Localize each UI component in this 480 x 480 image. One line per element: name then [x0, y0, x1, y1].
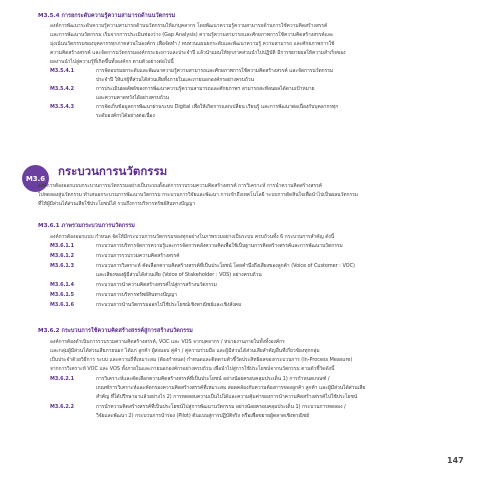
m354-intro-line-1: องค์การพัฒนาระดับความรู้ความสามารถด้านนวัตกรรมให้แก่บุคลากร โดยพัฒนาความรู้ความสามารถด้านการใช้ความคิดสร้างสรรค์	[50, 23, 328, 29]
item-number: M3.5.4.3	[50, 104, 75, 110]
m354-intro-line-2: และการพัฒนานวัตกรรม เริ่มจากการประเมินช่องว่าง (Gap Analysis) ความรู้ความสามารถและศักยภาพการใช้ความคิดสร้างสรรค์และ	[50, 32, 334, 38]
item-text: กระบวนการนำนวัตกรรมออกไปใช้ประโยชน์เชิงพาณิชย์และเชิงสังคม	[96, 302, 242, 308]
m354-intro-line-3: มุ่งเน้นนวัตกรรมของบุคลากรทุกภาคส่วนในองค์กร เพื่อจัดทำ / ทบทวนแผนยกระดับและพัฒนาความรู้ ความสามารถ และศักยภาพการใช้	[50, 41, 335, 47]
m354-intro-line-4: ความคิดสร้างสรรค์ และจัดการนวัตกรรมองค์กรระยะยาวและประจำปี แล้วนำแผนให้ทุกภาคส่วนนำไปปฏิบัติ มีการขยายผลให้ความสำเร็จของ	[50, 50, 346, 56]
item-text: การจัดอบรมยกระดับและพัฒนาความรู้ความสามารถและศักยภาพการใช้ความคิดสร้างสรรค์ และจัดการนวัตกรรม	[96, 68, 334, 74]
item-number: M3.5.4.2	[50, 86, 75, 92]
m362-intro-line-2: และกลุ่มผู้มีส่วนได้ส่วนเสียภายนอก ได้แก่ ลูกค้า ผู้ส่งมอบ คู่ค้า / คู่ความร่วมมือ และผู้มีส่วนได้ส่วนเสียสำคัญอื่นที่เกี่ยวข้องทุกกลุ่ม	[50, 348, 320, 354]
section-heading-m362: M3.6.2 กระบวนการใช้ความคิดสร้างสรรค์สู่การสร้างนวัตกรรม	[38, 328, 193, 334]
item-text: กระบวนการรวบรวมความคิดสร้างสรรค์	[96, 253, 180, 259]
item-number: M3.6.2.1	[50, 376, 75, 382]
item-text: สำคัญ ที่ได้ปรึกษามาแล้วอย่างไร 2) การทดสอบความเป็นไปได้และความคุ้มค่าของการนำความคิดสร้างสรรค์ไปใช้ประโยชน์	[96, 394, 358, 400]
item-number: M3.5.4.1	[50, 68, 75, 74]
m36-intro-line-3: ที่ให้ผู้มีส่วนได้ส่วนเสียใช้ประโยชน์ได้ รวมถึงการบริหารทรัพย์สินทางปัญญา	[38, 201, 196, 207]
item-number: M3.6.1.3	[50, 263, 75, 269]
item-text: เกณฑ์การวิเคราะห์และคัดกรองความคิดสร้างสรรค์ที่เหมาะสม สอดคล้องกับความต้องการของลูกค้า ลูกค้า และผู้มีส่วนได้ส่วนเสีย	[96, 385, 366, 391]
item-number: M3.6.1.6	[50, 302, 75, 308]
m361-intro: องค์การต้องออกแบบ กำหนด จัดให้มีกระบวนการนวัตกรรมของทุกอย่างในภาพรวมอย่างเป็นระบบ ครบถ้วนทั้ง 6 กระบวนการสำคัญ ดังนี้	[50, 234, 335, 240]
m362-intro-line-3: เป็นประจำด้วยวิธีการ ระบบ และความถี่ที่เหมาะสม (ต้องกำหนด) กำหนดและติดตามตัวชี้วัดประสิทธิผลของกระบวนการ (In-Process Measure)	[50, 357, 353, 363]
item-text: และความคาดหวังได้อย่างครบถ้วน	[96, 95, 169, 101]
section-title: กระบวนการนวัตกรรม	[58, 164, 168, 178]
m36-intro-line-1: องค์การต้องออกแบบกระบวนการนวัตกรรมอย่างเป็นระบบตั้งแต่การรวบรวมความคิดสร้างสรรค์ การวิเคราะห์ การนำความคิดสร้างสรรค์	[38, 183, 323, 189]
m354-intro-line-5: ผลงานนำไปสู่ความรู้ที่เกิดขึ้นทั้งองค์กร ตามตัวอย่างต่อไปนี้	[50, 59, 174, 65]
section-badge: M3.6	[22, 165, 49, 192]
section-heading-m361: M3.6.1 ภาพรวมกระบวนการนวัตกรรม	[38, 223, 135, 229]
item-text: การประเมินผลลัพธ์ของการพัฒนาความรู้ความสามารถและศักยภาพฯ สามารถสะท้อนผลได้ตามเป้าหมาย	[96, 86, 315, 92]
item-text: ระดับองค์กรได้อย่างต่อเนื่อง	[96, 113, 155, 119]
item-text: กระบวนการนำความคิดสร้างสรรค์ไปสู่การสร้างนวัตกรรม	[96, 282, 217, 288]
item-text: กระบวนการวิเคราะห์ คัดเลือกความคิดสร้างสรรค์ที่เป็นประโยชน์ โดยคำนึงถึงเสียงของลูกค้า (Voice of Customer : VOC)	[96, 263, 355, 269]
section-heading-m354: M3.5.4 การยกระดับความรู้ความสามารถด้านนวัตกรรม	[38, 13, 176, 19]
item-text: การนำความคิดสร้างสรรค์ที่เป็นประโยชน์ไปสู่การพัฒนานวัตกรรม อย่างน้อยครอบคลุมประเด็น 1) กระบวนการทดลอง /	[96, 404, 346, 410]
item-text: กระบวนการบริหารทรัพย์สินทางปัญญา	[96, 292, 177, 298]
item-number: M3.6.2.2	[50, 404, 75, 410]
item-number: M3.6.1.1	[50, 243, 75, 249]
item-text: ประจำปี ให้แก่ผู้ที่ส่วนได้ส่วนเสียทั้งภายในและภายนอกองค์กรอย่างครบถ้วน	[96, 77, 254, 83]
page-number: 147	[447, 456, 464, 465]
m362-intro-line-1: องค์การต้องดำเนินการรวบรวมความคิดสร้างสรรค์, VOC และ VOS จากบุคลากร / หน่วยงานภายในทั้งทั้งองค์กร	[50, 339, 285, 345]
item-number: M3.6.1.2	[50, 253, 75, 259]
item-number: M3.6.1.4	[50, 282, 75, 288]
m362-intro-line-4: จากการวิเคราะห์ VOC และ VOS ทั้งภายในและภายนอกองค์กรอย่างครบถ้วน เพื่อนำไปสู่การใช้ประโยชน์จากนวัตกรรม ตามตัวชี้วัดดังนี้	[50, 366, 335, 372]
item-text: การวิเคราะห์และคัดเลือกความคิดสร้างสรรค์ที่เป็นประโยชน์ อย่างน้อยครอบคลุมประเด็น 1) การกำหนดเกณฑ์ /	[96, 376, 330, 382]
m36-intro-line-2: ไปทดลองสู่นวัตกรรม ทำเสนอกระบวนการพัฒนานวัตกรรม กระบวนการวิจัยและพัฒนา การเข้าถึงเทคโนโลยี ระบบการตัดสินใจเพื่อนำไปเป็นผลนวัตกรรม	[38, 192, 358, 198]
item-text: วิจัยและพัฒนา 2) กระบวนการนำร่อง (Pilot) ต้นแบบสู่การปฏิบัติจริง หรือเพื่อขยายผู้ตลาดเชิงพาณิชย์	[96, 413, 310, 419]
item-text: การจัดเก็บข้อมูลการพัฒนาผ่านระบบ Digital เพื่อให้เกิดการแลกเปลี่ยน เรียนรู้ และการพัฒนาต่อเนื่องกับบุคลากรทุก	[96, 104, 339, 110]
item-text: และเสียงของผู้มีส่วนได้ส่วนเสีย (Voice of Stakeholder : VOS) อย่างครบถ้วน	[96, 272, 262, 278]
item-text: กระบวนการบริหารจัดการความรู้และการจัดการคลังความคิดเพื่อใช้เป็นฐานการคิดสร้างสรรค์และการพัฒนานวัตกรรม	[96, 243, 343, 249]
item-number: M3.6.1.5	[50, 292, 75, 298]
